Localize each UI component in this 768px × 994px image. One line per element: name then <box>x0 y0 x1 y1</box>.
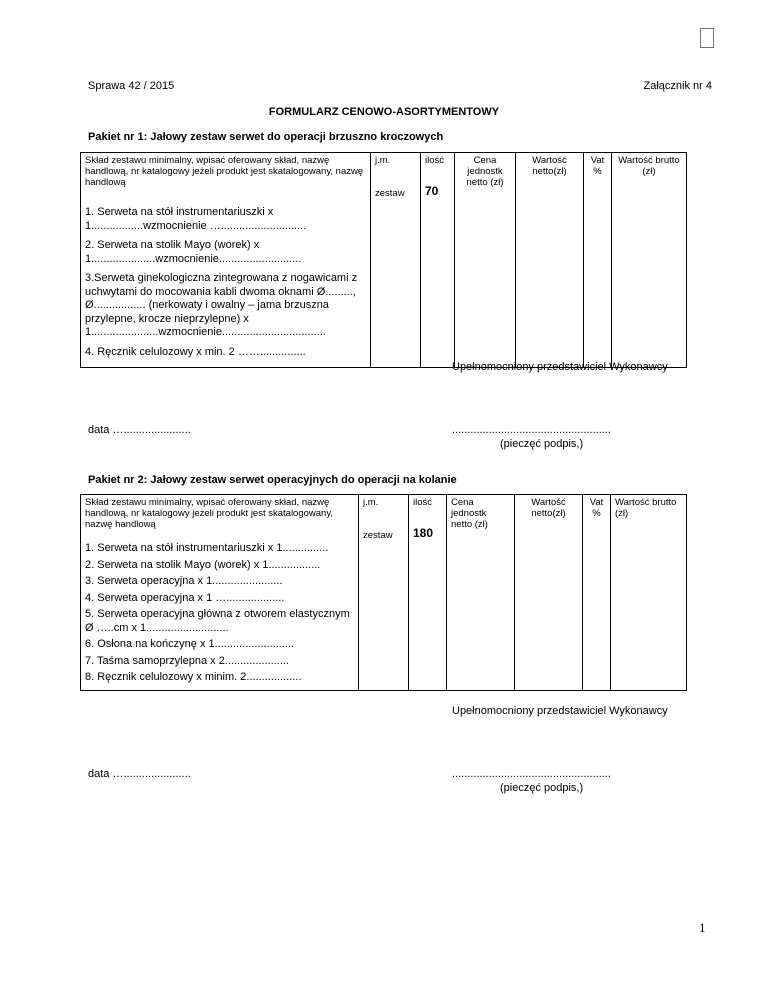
unit-header: j.m. <box>363 497 379 508</box>
list-item: 4. Serweta operacyjna x 1 …................... <box>85 591 285 604</box>
unit-price-header: Cena jednostk netto (zł) <box>447 495 515 691</box>
list-item: 1. Serweta na stół instrumentariuszki x 1.................wzmocnienie …............................ <box>85 206 307 232</box>
qty-value: 180 <box>413 526 434 540</box>
list-item: 5. Serweta operacyjna główna z otworem elastycznym Ø …..cm x 1........................... <box>85 608 350 634</box>
signature-caption: (pieczęć podpis,) <box>500 438 584 450</box>
list-item: 7. Taśma samoprzylepna x 2..................... <box>85 654 289 667</box>
list-item: 3.Serweta ginekologiczna zintegrowana z nogawicami z uchwytami do mocowania kabli dwoma oknami Ø........., Ø................. (nerkowaty i owalny – jama brzuszna przylepne, krocze nieprzylepne) x 1......................wzmocnienie.................................. <box>85 272 358 338</box>
list-item: 3. Serweta operacyjna x 1....................... <box>85 575 283 587</box>
composition-header: Skład zestawu minimalny, wpisać oferowany skład, nazwę handlową, nr katalogowy jeżeli produkt jest skatalogowany, nazwę handlową <box>85 155 364 188</box>
signature-line: .................................................... <box>452 768 611 780</box>
placeholder-glyph-icon <box>700 28 714 48</box>
document-title: FORMULARZ CENOWO-ASORTYMENTOWY <box>268 106 500 118</box>
date-field: data …...................... <box>88 768 191 780</box>
composition-cell <box>81 153 371 368</box>
value-net-header: Wartość netto(zł) <box>515 495 583 691</box>
qty-header: ilość <box>413 497 433 508</box>
vat-header: Vat % <box>583 495 611 691</box>
case-number: Sprawa 42 / 2015 <box>88 80 175 92</box>
attachment-number: Załącznik nr 4 <box>643 80 712 92</box>
package-1-table <box>80 152 687 368</box>
list-item: 4. Ręcznik celulozowy x min. 2 ……............... <box>85 345 306 358</box>
page-number: 1 <box>699 920 706 935</box>
signature-caption: (pieczęć podpis,) <box>500 782 584 794</box>
package-2-table <box>80 494 687 691</box>
package-2-title: Pakiet nr 2: Jałowy zestaw serwet operacyjnych do operacji na kolanie <box>88 474 457 486</box>
qty-cell <box>421 153 455 368</box>
list-item: 8. Ręcznik celulozowy x minim. 2.................. <box>85 671 302 683</box>
composition-cell <box>81 495 359 691</box>
unit-cell <box>359 495 409 691</box>
qty-value: 70 <box>425 184 439 198</box>
list-item: 2. Serweta na stolik Mayo (worek) x 1................. <box>85 558 321 571</box>
qty-cell <box>409 495 447 691</box>
qty-header: ilość <box>425 155 445 166</box>
date-field: data …...................... <box>88 424 191 436</box>
unit-cell <box>371 153 421 368</box>
list-item: 1. Serweta na stół instrumentariuszki x 1............... <box>85 542 329 554</box>
unit-header: j.m. <box>375 155 391 166</box>
representative-label: Upełnomocniony przedstawiciel Wykonawcy <box>452 705 668 717</box>
value-net-header: Wartość netto(zł) <box>516 153 584 368</box>
package-1-title: Pakiet nr 1: Jałowy zestaw serwet do operacji brzuszno kroczowych <box>88 131 444 143</box>
signature-line: .................................................... <box>452 424 611 436</box>
value-gross-header: Wartość brutto (zł) <box>612 153 687 368</box>
representative-label: Upełnomocniony przedstawiciel Wykonawcy <box>452 361 668 373</box>
list-item: 2. Serweta na stolik Mayo (worek) x 1.....................wzmocnienie........................... <box>85 239 302 265</box>
vat-header: Vat % <box>584 153 612 368</box>
unit-value: zestaw <box>375 188 405 199</box>
unit-value: zestaw <box>363 530 393 541</box>
composition-header: Skład zestawu minimalny, wpisać oferowany skład, nazwę handlową, nr katalogowy jeżeli produkt jest skatalogowany, nazwę handlową <box>85 497 334 530</box>
value-gross-header: Wartość brutto (zł) <box>611 495 687 691</box>
list-item: 6. Osłona na kończynę x 1.......................... <box>85 638 295 650</box>
unit-price-header: Cena jednostk netto (zł) <box>455 153 516 368</box>
